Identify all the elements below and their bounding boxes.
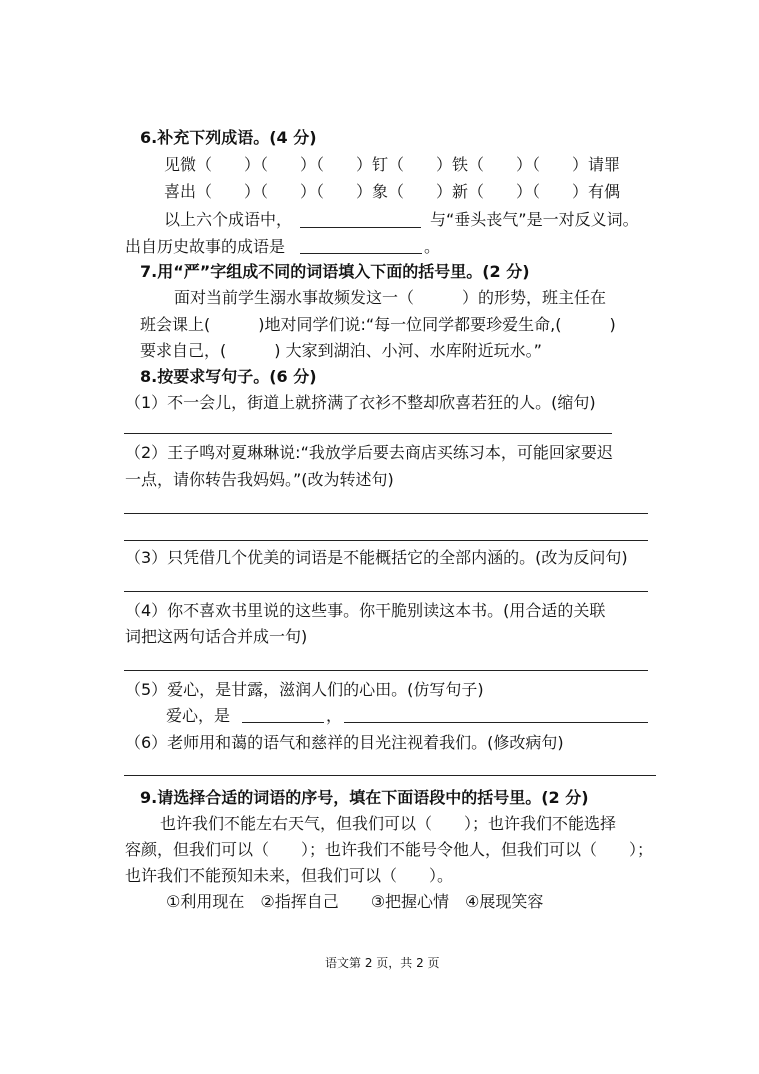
q7-line-2: 班会课上( )地对同学们说:“每一位同学都要珍爱生命,( )	[140, 315, 616, 334]
q8-sentence-1: （1）不一会儿，街道上就挤满了衣衫不整却欣喜若狂的人。(缩句)	[125, 393, 596, 412]
q6-heading: 6.补充下列成语。(4 分)	[140, 128, 317, 147]
q7-heading: 7.用“严”字组成不同的词语填入下面的括号里。(2 分)	[140, 262, 530, 281]
q9-heading: 9.请选择合适的词语的序号，填在下面语段中的括号里。(2 分)	[140, 788, 589, 807]
q6-line4-a: 出自历史故事的成语是	[125, 237, 286, 256]
q9-line-1: 也许我们不能左右天气，但我们可以（ ）；也许我们不能选择	[160, 814, 617, 833]
q8-answer-line-1[interactable]	[124, 433, 612, 434]
q8-sentence-4b: 词把这两句话合并成一句)	[125, 627, 308, 646]
q7-line-1: 面对当前学生溺水事故频发这一（ ）的形势，班主任在	[174, 288, 607, 307]
q7-line-3: 要求自己，( ) 大家到湖泊、小河、水库附近玩水。”	[140, 341, 542, 360]
q9-options: ①利用现在 ②指挥自己 ③把握心情 ④展现笑容	[166, 892, 544, 911]
q8-answer-line-6[interactable]	[124, 775, 656, 776]
q8-sentence-5b-1: 爱心，是	[166, 706, 231, 725]
q8-answer-line-3[interactable]	[124, 591, 648, 592]
q6-line3-a: 以上六个成语中，	[164, 210, 293, 229]
q6-idiom-row-2: 喜出（ ）（ ）（ ）象（ ）新（ ）（ ）有偶	[164, 182, 621, 201]
q8-answer-line-2b[interactable]	[124, 540, 648, 541]
q8-sentence-6: （6）老师用和蔼的语气和慈祥的目光注视着我们。(修改病句)	[125, 733, 564, 752]
q8-sentence-3: （3）只凭借几个优美的词语是不能概括它的全部内涵的。(改为反问句)	[125, 548, 628, 567]
q8-answer-line-4[interactable]	[124, 670, 648, 671]
q6-idiom-row-1: 见微（ ）（ ）（ ）钉（ ）铁（ ）（ ）请罪	[164, 155, 621, 174]
q8-sentence-2a: （2）王子鸣对夏琳琳说:“我放学后要去商店买练习本，可能回家要迟	[125, 443, 613, 462]
page-footer: 语文第 2 页，共 2 页	[325, 956, 440, 970]
q6-blank-1[interactable]	[300, 227, 421, 228]
q6-blank-2[interactable]	[300, 253, 422, 254]
q8-sentence-5b-2: ，	[326, 706, 343, 725]
q8-answer-line-2a[interactable]	[124, 513, 648, 514]
q8-sentence-2b: 一点，请你转告我妈妈。”(改为转述句)	[125, 470, 394, 489]
q8-blank-5a[interactable]	[242, 722, 324, 723]
q6-line3-b: 与“垂头丧气”是一对反义词。	[430, 210, 639, 229]
q8-sentence-4a: （4）你不喜欢书里说的这些事。你干脆别读这本书。(用合适的关联	[125, 601, 606, 620]
q8-sentence-5a: （5）爱心，是甘露，滋润人们的心田。(仿写句子)	[125, 680, 484, 699]
q8-blank-5b[interactable]	[344, 722, 648, 723]
q9-line-3: 也许我们不能预知未来，但我们可以（ ）。	[125, 866, 454, 885]
q9-line-2: 容颜，但我们可以（ ）；也许我们不能号令他人，但我们可以（ ）；	[125, 840, 654, 859]
q6-line4-b: 。	[424, 237, 441, 256]
q8-heading: 8.按要求写句子。(6 分)	[140, 367, 317, 386]
